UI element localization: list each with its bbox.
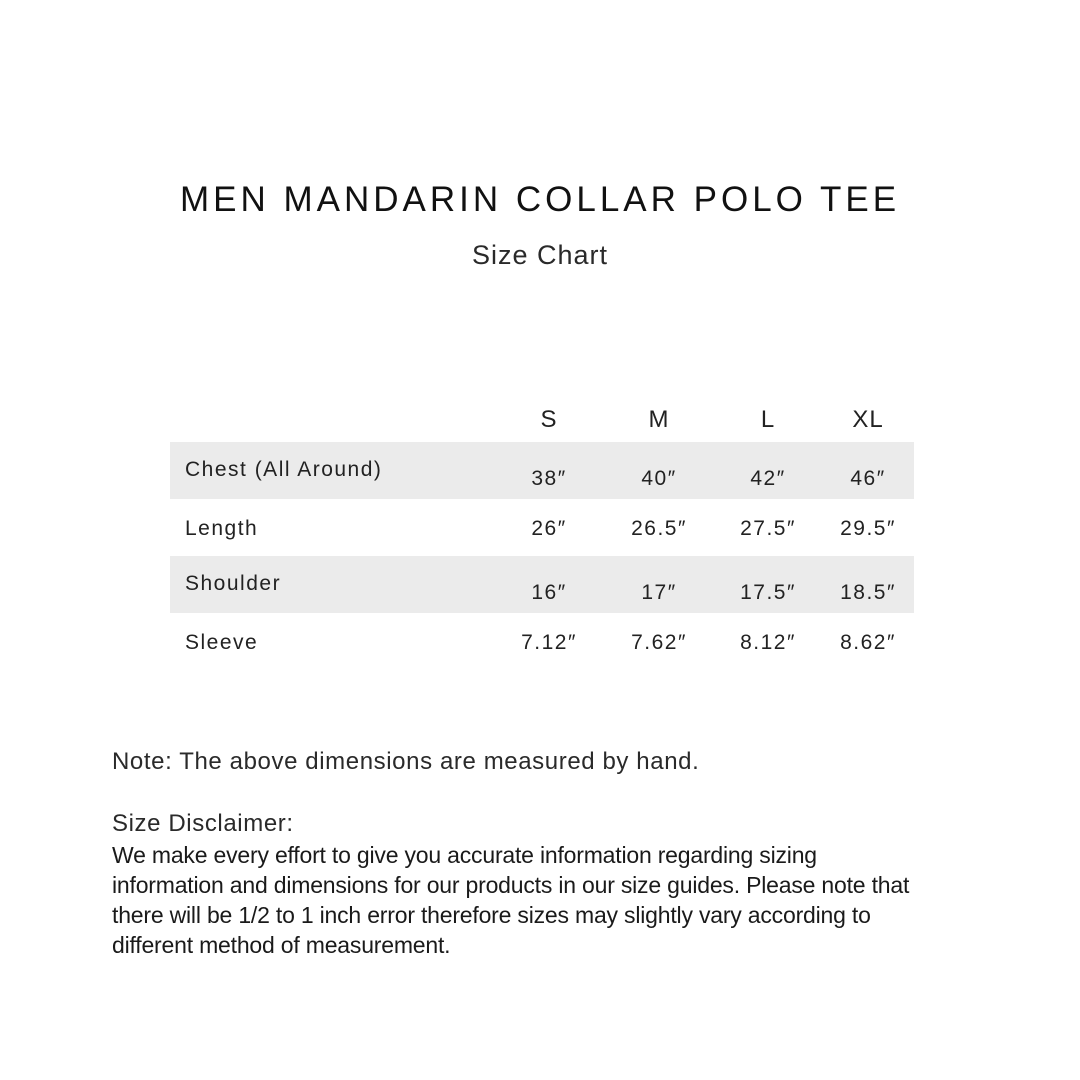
table-cell: 27.5″ <box>740 517 796 540</box>
table-row-chest <box>170 442 914 499</box>
size-header-l: L <box>760 406 776 433</box>
disclaimer-line: We make every effort to give you accurate information regarding sizing <box>112 842 817 868</box>
table-cell: 18.5″ <box>840 581 896 604</box>
table-cell: 17″ <box>641 581 677 604</box>
size-header-xl: XL <box>852 406 884 433</box>
table-cell: 7.12″ <box>521 631 577 654</box>
table-cell: 29.5″ <box>840 517 896 540</box>
table-cell: 38″ <box>531 467 567 490</box>
disclaimer-heading: Size Disclaimer: <box>112 810 294 837</box>
row-label: Length <box>185 517 259 540</box>
table-row-sleeve <box>170 613 914 670</box>
disclaimer-line: information and dimensions for our products in our size guides. Please note that <box>112 872 910 898</box>
size-header-m: M <box>648 406 670 433</box>
table-cell: 42″ <box>750 467 786 490</box>
table-cell: 7.62″ <box>631 631 687 654</box>
measurement-note: Note: The above dimensions are measured by hand. <box>112 748 700 775</box>
table-header-row <box>170 400 914 442</box>
table-cell: 17.5″ <box>740 581 796 604</box>
table-cell: 26″ <box>531 517 567 540</box>
table-cell: 8.62″ <box>840 631 896 654</box>
table-cell: 8.12″ <box>740 631 796 654</box>
disclaimer-line: different method of measurement. <box>112 932 451 958</box>
row-label: Chest (All Around) <box>185 458 383 481</box>
table-row-shoulder <box>170 556 914 613</box>
size-header-s: S <box>540 406 558 433</box>
table-cell: 40″ <box>641 467 677 490</box>
disclaimer-line: there will be 1/2 to 1 inch error therefore sizes may slightly vary according to <box>112 902 871 928</box>
page-title: MEN MANDARIN COLLAR POLO TEE <box>179 180 901 219</box>
page-subtitle: Size Chart <box>471 240 609 270</box>
row-label: Shoulder <box>185 572 282 595</box>
row-label: Sleeve <box>185 631 259 654</box>
table-cell: 46″ <box>850 467 886 490</box>
size-chart-table <box>170 400 914 670</box>
disclaimer-text <box>112 840 972 960</box>
table-row-length <box>170 499 914 556</box>
table-cell: 16″ <box>531 581 567 604</box>
table-cell: 26.5″ <box>631 517 687 540</box>
